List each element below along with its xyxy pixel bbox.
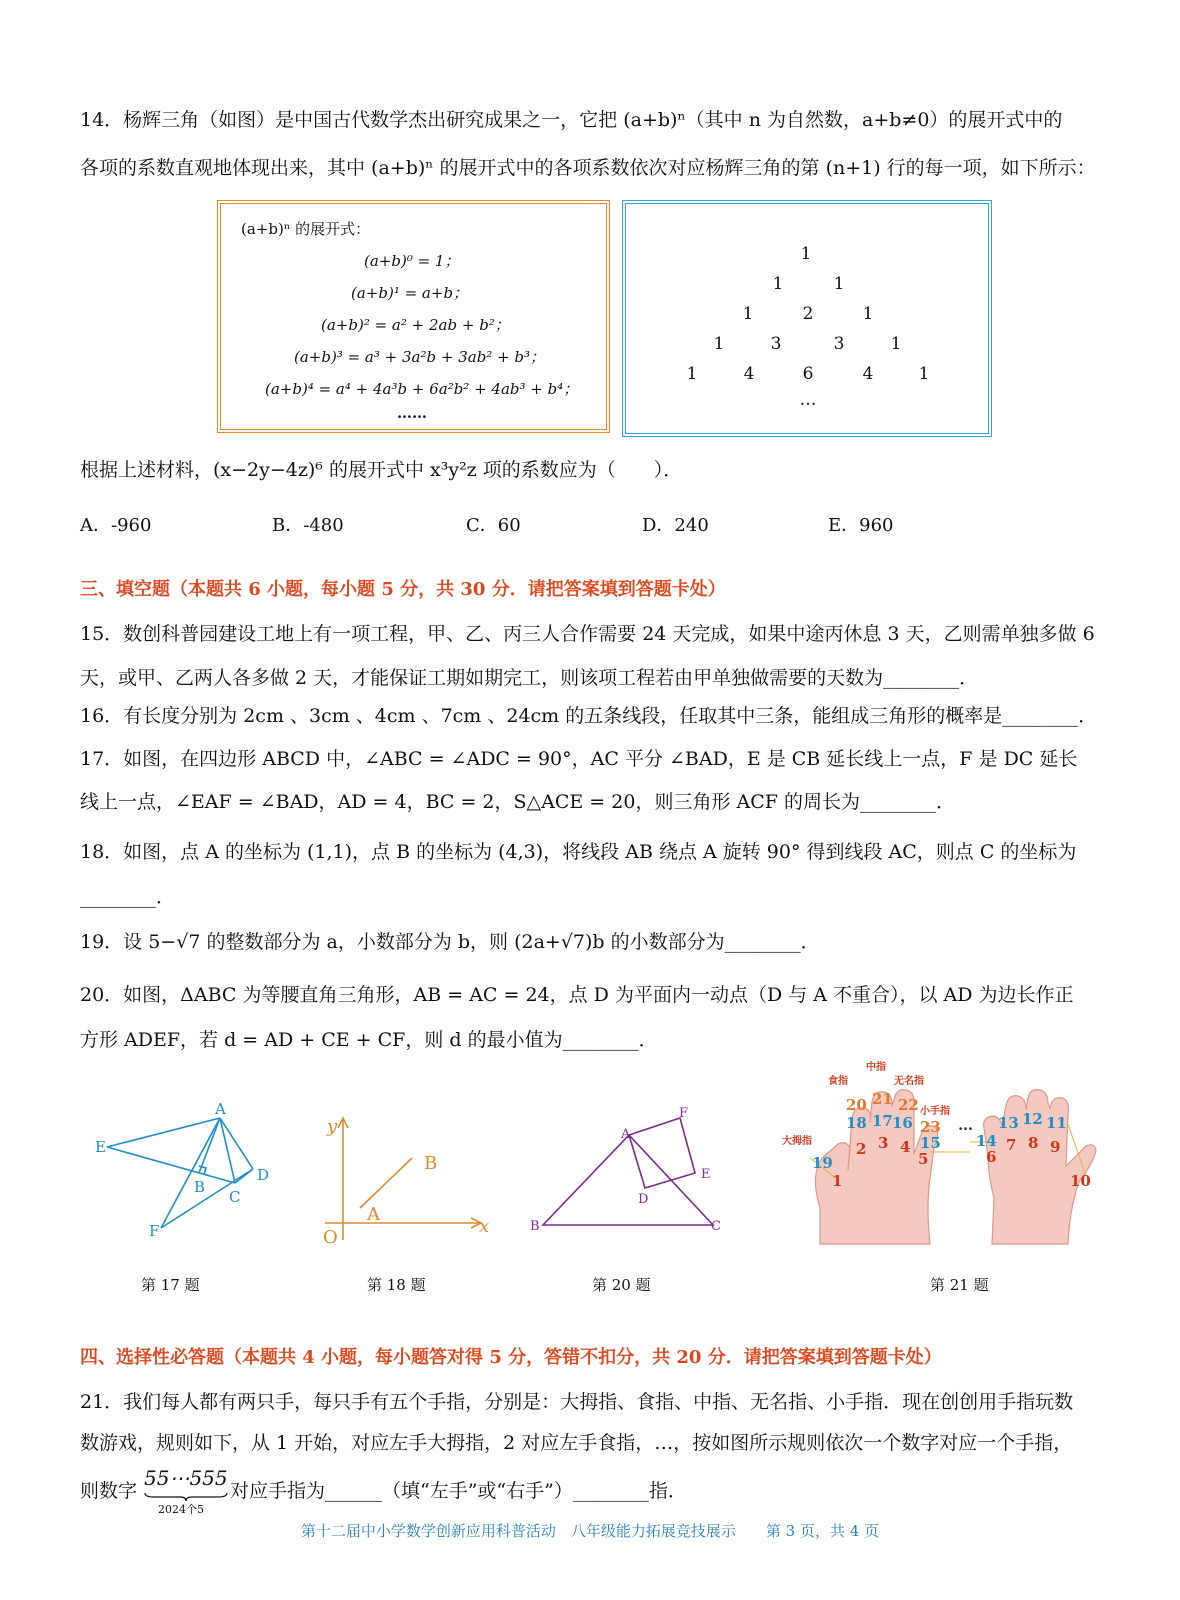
right-number: 11 <box>1046 1114 1067 1132</box>
fig17-label-d: D <box>257 1166 270 1184</box>
fig17-label-f: F <box>149 1222 160 1240</box>
label-thumb: 大拇指 <box>782 1136 812 1147</box>
q16: 16．有长度分别为 2cm 、3cm 、4cm 、7cm 、24cm 的五条线段，任取其中三条，能组成三角形的概率是________． <box>80 705 1098 727</box>
left-number: 18 <box>846 1114 867 1132</box>
expansion-1: (a+b)¹ = a+b； <box>351 284 469 302</box>
expansion-title: (a+b)ⁿ 的展开式： <box>241 220 371 238</box>
triangle-cell: 4 <box>743 364 755 384</box>
q21-line3-suffix: 对应手指为______（填“左手”或“右手”）________指． <box>230 1480 687 1502</box>
expansion-0: (a+b)⁰ = 1； <box>364 252 460 270</box>
triangle-cell: 1 <box>686 364 698 384</box>
triangle-cell: 1 <box>772 274 784 294</box>
page-footer: 第十二届中小学数学创新应用科普活动 八年级能力拓展竞技展示 第 3 页，共 4 页 <box>300 1522 880 1540</box>
left-number: 3 <box>878 1134 889 1152</box>
triangle-cell: 1 <box>713 334 725 354</box>
triangle-cell: 1 <box>833 274 845 294</box>
triangle-cell: … <box>799 390 817 410</box>
left-number: 16 <box>892 1114 913 1132</box>
left-number: 19 <box>812 1154 833 1172</box>
left-number: 5 <box>918 1150 929 1168</box>
fig20-caption: 第 20 题 <box>592 1276 651 1294</box>
fig17-label-a: A <box>215 1100 226 1118</box>
option-d: D．240 <box>642 515 709 536</box>
q20-line2: 方形 ADEF，若 d = AD + CE + CF，则 d 的最小值为________． <box>80 1029 658 1051</box>
triangle-cell: 1 <box>862 304 874 324</box>
figure-17 <box>95 1100 285 1250</box>
label-little-finger: 小手指 <box>920 1106 950 1117</box>
option-b: B．-480 <box>272 515 344 536</box>
q19: 19．设 5−√7 的整数部分为 a，小数部分为 b，则 (2a+√7)b 的小数部分为________． <box>80 931 820 953</box>
right-number: 7 <box>1006 1136 1017 1154</box>
left-number: 20 <box>846 1096 867 1114</box>
fig17-label-e: E <box>95 1138 106 1156</box>
left-number: 22 <box>898 1096 919 1114</box>
q17-line2: 线上一点，∠EAF = ∠BAD，AD = 4，BC = 2，S△ACE = 20，则三角形 ACF 的周长为________． <box>80 791 955 813</box>
triangle-cell: 1 <box>890 334 902 354</box>
right-number: 10 <box>1070 1172 1091 1190</box>
section-4-heading: 四、选择性必答题（本题共 4 小题，每小题答对得 5 分，答错不扣分，共 20 分．请把答案填到答题卡处） <box>80 1347 942 1368</box>
triangle-cell: 3 <box>770 334 782 354</box>
option-c: C．60 <box>466 515 521 536</box>
q20-line1: 20．如图，ΔABC 为等腰直角三角形，AB = AC = 24，点 D 为平面内一动点（D 与 A 不重合），以 AD 为边长作正 <box>80 984 1074 1006</box>
left-number: 17 <box>872 1112 893 1130</box>
fig20-label-c: C <box>711 1219 721 1234</box>
left-number: 15 <box>920 1134 941 1152</box>
fig17-caption: 第 17 题 <box>141 1276 200 1294</box>
triangle-cell: 3 <box>833 334 845 354</box>
triangle-cell: 6 <box>802 364 814 384</box>
right-number: 8 <box>1028 1134 1039 1152</box>
expansion-3: (a+b)³ = a³ + 3a²b + 3ab² + b³； <box>294 348 546 366</box>
triangle-cell: 1 <box>800 244 812 264</box>
left-number: 2 <box>856 1140 867 1158</box>
triangle-cell: 2 <box>802 304 814 324</box>
q14-line2: 各项的系数直观地体现出来，其中 (a+b)ⁿ 的展开式中的各项系数依次对应杨辉三角的第 (n+1) 行的每一项，如下所示： <box>80 157 1096 179</box>
fig18-label-b: B <box>424 1153 438 1174</box>
label-middle-finger: 中指 <box>866 1062 886 1073</box>
left-number: 4 <box>900 1138 911 1156</box>
option-e: E．960 <box>828 515 894 536</box>
triangle-cell: 1 <box>918 364 930 384</box>
right-number: 6 <box>986 1148 997 1166</box>
fig20-label-a: A <box>621 1127 631 1142</box>
figure-21-hands <box>780 1058 1105 1250</box>
q14-line1: 14．杨辉三角（如图）是中国古代数学杰出研究成果之一，它把 (a+b)ⁿ（其中 n 为自然数，a+b≠0）的展开式中的 <box>80 109 1063 131</box>
left-number: 23 <box>920 1118 941 1136</box>
q15-line1: 15．数创科普园建设工地上有一项工程，甲、乙、丙三人合作需要 24 天完成，如果中途丙休息 3 天，乙则需单独多做 6 <box>80 623 1095 645</box>
yanghui-triangle-box <box>622 200 992 437</box>
left-number: 1 <box>832 1172 843 1190</box>
q17-line1: 17．如图，在四边形 ABCD 中，∠ABC = ∠ADC = 90°，AC 平分 ∠BAD，E 是 CB 延长线上一点，F 是 DC 延长 <box>80 748 1078 770</box>
right-number: 14 <box>976 1132 997 1150</box>
q21-line2: 数游戏，规则如下，从 1 开始，对应左手大拇指，2 对应左手食指，…，按如图所示规则依次一个数字对应一个手指， <box>80 1432 1073 1454</box>
left-ellipsis: … <box>958 1116 973 1134</box>
fig18-label-y: y <box>327 1116 338 1137</box>
option-a: A．-960 <box>80 515 152 536</box>
expansion-box <box>217 200 610 433</box>
q21-line3-prefix: 则数字 <box>80 1480 138 1502</box>
fig21-caption: 第 21 题 <box>930 1276 989 1294</box>
fig17-label-b: B <box>194 1178 206 1196</box>
right-number: 12 <box>1022 1110 1043 1128</box>
left-number: 21 <box>872 1090 893 1108</box>
q18-line1: 18．如图，点 A 的坐标为 (1,1)，点 B 的坐标为 (4,3)，将线段 AB 绕点 A 旋转 90° 得到线段 AC，则点 C 的坐标为 <box>80 841 1077 863</box>
fig18-caption: 第 18 题 <box>367 1276 426 1294</box>
q21-number: 55⋯555 <box>144 1466 228 1490</box>
triangle-cell: 4 <box>862 364 874 384</box>
label-index-finger: 食指 <box>828 1076 848 1087</box>
fig20-label-f: F <box>679 1106 689 1121</box>
figure-18 <box>305 1110 500 1250</box>
expansion-ellipsis: …… <box>397 404 427 422</box>
fig20-label-b: B <box>530 1219 540 1234</box>
section-3-heading: 三、填空题（本题共 6 小题，每小题 5 分，共 30 分．请把答案填到答题卡处） <box>80 579 726 600</box>
fig18-label-x: x <box>479 1216 490 1237</box>
fig18-label-o: O <box>323 1227 338 1248</box>
right-number: 13 <box>998 1114 1019 1132</box>
label-ring-finger: 无名指 <box>894 1076 924 1087</box>
brace-note: 2024个5 <box>158 1503 204 1516</box>
expansion-2: (a+b)² = a² + 2ab + b²； <box>321 316 510 334</box>
right-number: 9 <box>1050 1138 1061 1156</box>
triangle-cell: 1 <box>742 304 754 324</box>
q15-line2: 天，或甲、乙两人各多做 2 天，才能保证工期如期完工，则该项工程若由甲单独做需要的天数为________． <box>80 667 979 689</box>
fig18-label-a: A <box>367 1204 380 1225</box>
q21-line1: 21．我们每人都有两只手，每只手有五个手指，分别是：大拇指、食指、中指、无名指、小手指．现在创创用手指玩数 <box>80 1391 1074 1413</box>
fig20-label-e: E <box>701 1167 711 1182</box>
q18-line2: ________． <box>80 886 176 908</box>
figure-20 <box>525 1105 730 1235</box>
fig20-label-d: D <box>638 1192 649 1207</box>
expansion-4: (a+b)⁴ = a⁴ + 4a³b + 6a²b² + 4ab³ + b⁴； <box>265 380 579 398</box>
q14-question: 根据上述材料，(x−2y−4z)⁶ 的展开式中 x³y²z 项的系数应为（ ）． <box>80 459 683 481</box>
fig17-label-c: C <box>229 1188 241 1206</box>
